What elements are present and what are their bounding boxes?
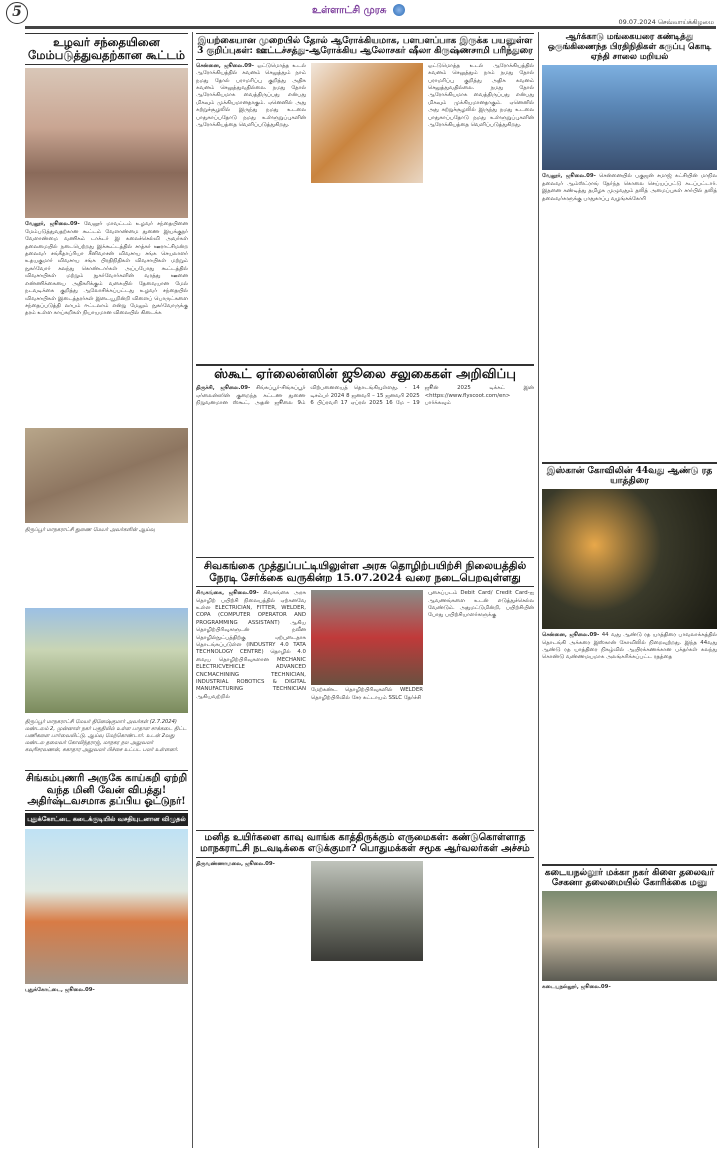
article-headline: உழவர் சந்தையினை மேம்படுத்துவதற்கான கூட்டம் <box>25 33 188 65</box>
paper-name: உள்ளாட்சி முரசு <box>312 5 387 16</box>
article-natural-health <box>196 33 534 358</box>
masthead-rule <box>25 26 716 29</box>
article-body: சிவகங்கை, ஜூலை.09- சிவகங்கை அரசு தொழிற் பயிற்சி நிலையத்தில் ஏற்கனவே உள்ள ELECTRICIAN, FITTER, WELDER, COPA (COMPUTER OPERATOR AND PROGRAMMING ASSISTANT) ஆகிய தொழிற்பிரிவுகளுடன் நவீன தொழில்நுட்பத்திற்கு ஏற்புடைதாக தொடங்கப்படுள்ள (INDUSTRY 4.0 TATA TECHNOLOGY CENTRE) தொழில் 4.0 வைய தொழிற்பிரிவுகளான MECHANIC ELECTRICVEHICLE ADVANCED CNCMACHINING TECHNICIAN, INDUSTRIAL ROBOTICS & DIGITAL MANUFACTURING TECHNICIAN ஆகியவற்றில் <box>196 590 306 700</box>
article-farmer-market <box>25 33 188 793</box>
column-divider <box>192 32 193 1148</box>
article-headline: இயற்கையான முறையில் தோல் ஆரோக்கியமாக, பளபளப்பாக இருக்க பயனுள்ள 3 குறிப்புகள்: ஊட்டச்சத்து-ஆரோக்கிய ஆலோசகர் ஷீலா கிருஷ்ணசாமி பரிந்துரை <box>196 33 534 60</box>
article-headline: மனித உயிர்களை காவு வாங்க காத்திருக்கும் எருமைகள்: கண்டுகொள்ளாத மாநகராட்சி நடவடிக்கை எடுக்குமா? பொதுமக்கள் சமூக ஆர்வலர்கள் அச்சம் <box>196 830 534 858</box>
meeting-photo <box>25 68 188 218</box>
article-iskcon-ratha-yatra <box>542 460 717 850</box>
photo-caption-2: திருப்பூர் மாநகராட்சி மேயர் தினேஷ்குமார் அவர்கள் (2.7.2024) மண்டலம் 2, முன்னாள் நகர் பகுதியில் உள்ள பாதாள சாக்கடை திட்ட பணிகளை பார்வையிட்டு, ஆய்வு மேற்கொண்டார். உடன் 2வது மண்டல தலைவர் கோவிந்தராஜ், மாநகர நல அலுவலர் கவுரிசரவணன், சுகாதார அலுவலர் பிச்சை உட்பட பலர் உள்ளனர். <box>25 719 187 753</box>
article-body-cont: ஒட்டுமொத்த உடல் ஆரோக்கியத்தில் கவனம் செலுத்தும் நாம் நமது தோல் பராமரிப்பு குறித்து அதிக கவனம் செலுத்துவதில்லை. நமது தோல் ஆரோக்கியமாக வைத்திருப்பது என்பது மிகவும் முக்கியமானதாகும். ஏனெனில் அது சுற்றுச்சூழலில் இருந்து நமது உடலை பாதுகாப்பதோடு நமது உள்ளுறுப்புகளின் ஆரோக்கியத்தை வெளிப்படுத்துகிறது. <box>428 62 534 128</box>
article-body: வேலூர், ஜூலை.09- சென்னையில் பகுஜன் சமாஜ் கட்சியின் மாநில தலைவர் ஆம்ஸ்ட்ராங் தேர்ந்த கொலை செய்யப்பட்டு சுடப்பட்டார். இதனை கண்டித்து தமிழக முழுவதும் தலித் அமைப்புகள் சார்பில் தலித் தலைவர்களுக்கு பாதுகாப்பு வழங்கக்கோரி <box>542 173 717 202</box>
protest-photo <box>542 65 717 170</box>
column-divider <box>538 32 539 1148</box>
subhead-banner: புதுக்கோட்டை கடைக்குடியில் வசதியுடனான விழுதல் <box>25 813 188 826</box>
article-body: சென்னை, ஜூலை.09- ஒட்டுமொத்த உடல் ஆரோக்கியத்தில் கவனம் செலுத்தும் நாம் நமது தோல் பராமரிப்பு குறித்து அதிக கவனம் செலுத்துவதில்லை. நமது தோல் ஆரோக்கியமாக வைத்திருப்பது என்பது மிகவும் முக்கியமானதாகும். ஏனெனில் அது சுற்றுச்சூழலில் இருந்து நமது உடலை பாதுகாப்பதோடு நமது உள்ளுறுப்புகளின் ஆரோக்கியத்தை வெளிப்படுத்துகிறது. <box>196 62 306 128</box>
article-body: கடையநல்லூர், ஜூலை.09- <box>542 984 611 991</box>
chariot-photo <box>542 489 717 629</box>
article-body-cont: புகைப்படம் Debit Card/ Credit Card-ஐ ஆவணங்களை உடன் எடுத்துச்செல்ல வேண்டும். அதுமட்டுமின்றி, பயிற்சியின் போது பயிற்சியாளர்களுக்கு <box>428 590 534 619</box>
issue-date: 09.07.2024 செவ்வாய்க்கிழமை <box>618 18 714 26</box>
buffaloes-photo <box>311 861 423 961</box>
article-body: திருச்சி, ஜூலை.09- சிங்கப்பூர்-சிங்கப்பூர் ஏர்லைன்ஸின் குறைந்த கட்டண துணை நிறுவனமான ஸ்கூட், அதன் ஜூலை 9ம் விற்பனையைத் தொடங்கியுள்ளது. - 14 டிசம்பர் 2024 8 ஜனவரி – 15 ஜனவரி 2025 6 பிப்ரவரி 17 ஏப்ரல் 2025 16 மே – 19 ஜூன் 2025 டிக்கட் இன் <https://www.flyscoot.com/en> பார்க்கவும் <box>196 385 534 407</box>
article-body: வேலூர், ஜூலை.09- வேலூர் மாவட்டம் உழவர் சந்தையினை மேம்படுத்துவதற்கான கூட்டம் வேளாண்மை துணை இயக்குநர் வேளாண்மை வணிகம் டாக்டர் இ கலைச்செல்வி அவர்கள் தலைமையில் நடைபெற்றது இக்கூட்டத்தில் சாத்கர் ஊராட்சிமன்ற தலைவர் சங்கீதாப்ரியா சீனிவாசன் விவசாய சங்க செயலாளர் உதயகுமார் விவசாய சங்க பிரதிநிதிகள் விவசாயிகள் மற்றும் நுகர்வோர் கலந்து கொண்டார்கள் அப்பபோது கூட்டத்தில் விவசாயிகள் மற்றும் நுகர்வோர்களின் வரத்து ஊனை எண்ணிக்கையை அதிகரிக்கும் வகையில் தேவையான மேல் நடவடிக்கை குறித்து ஆலோசிக்கப்பட்டது உழவர் சந்தையில் விவசாயிகள் இடைத்தரர்கள் இடையூறின்றி விளைப் பொருட்களை சந்தைப்படுத்தி லாபம் ஈட்டலாம் என்று மேலும் நுகர்வோருக்கு தரம் உள்ள காய்கறிகள் நியாயமான விலையில் கிடைக்க <box>25 221 188 317</box>
jar-photo <box>311 63 423 183</box>
article-iti-admission <box>196 557 534 827</box>
photo-caption: மேற்கண்ட தொழிற்பிரிவுகளில் WELDER தொழிற்பிரிவில் சேர கட்டாயம் SSLC தேர்ச்சி <box>311 687 423 701</box>
article-headline: ஸ்கூட் ஏர்லைன்ஸின் ஜூலை சலுகைகள் அறிவிப்பு <box>214 366 516 382</box>
site-inspection-photo-2 <box>25 608 188 713</box>
article-cuddalore-petition <box>542 862 717 1150</box>
page-number: 5 <box>6 2 28 24</box>
article-scoot <box>196 362 534 557</box>
article-body: சென்னை, ஜூலை.09- 44 வது ஆண்டு ரத யாத்திரை பாவலாக்கத்தில் தொடங்கி அக்கரை இஸ்கான் கோவிலில் நிறைவுற்றது. இந்த 44வது ஆண்டு ரத யாத்திரை நிகழ்வில் ஆயிரக்கணக்கான பக்தர்கள் கலந்து கொண்டு வண்ணமயமாக அலங்கரிக்கப்பட்ட ரதத்தை <box>542 632 717 661</box>
article-body: புதுக்கோட்டை, ஜூலை.09- <box>25 986 95 993</box>
photo-caption: திருப்பூர் மாநகராட்சி துணை மேயர் அவர்களின் ஆய்வு <box>25 527 155 533</box>
globe-logo-icon <box>393 4 405 16</box>
article-headline: சிவகங்கை முத்துப்பட்டியிலுள்ள அரசு தொழிற்பயிற்சி நிலையத்தில் நேரடி சேர்க்கை வருகின்ற 15.07.2024 வரை நடைபெறவுள்ளது <box>196 557 534 587</box>
article-van-accident <box>25 770 188 1150</box>
accident-photo <box>25 829 188 984</box>
site-inspection-photo-1 <box>25 428 188 523</box>
article-headline: கடையநல்லூர் மக்கா நகர் கிளை தலைவர் சேகனா தலைமையில் கோரிக்கை மனு <box>544 867 715 888</box>
article-buffaloes <box>196 830 534 1150</box>
article-body: திருவண்ணாமலை, ஜூலை.09- <box>196 860 275 867</box>
masthead <box>0 0 720 28</box>
article-headline: இஸ்கான் கோவிலின் 44வது ஆண்டு ரத யாத்திரை <box>546 465 713 486</box>
article-headline: ஆர்க்காடு மங்கையரை கண்டித்து ஒருங்கிணைந்த பிரதிநிதிகள் கருப்பு கொடி ஏந்தி சாலை மறியல் <box>547 33 712 62</box>
article-arcot-protest <box>542 33 717 458</box>
paper-title <box>0 4 720 17</box>
petition-photo <box>542 891 717 981</box>
article-headline: சிங்கம்புணரி அருகே காய்கறி ஏற்றி வந்த மினி வேன் விபத்து! அதிர்ஷ்டவசமாக தப்பிய ஓட்டுநர்! <box>25 770 188 811</box>
official-photo <box>311 590 423 685</box>
